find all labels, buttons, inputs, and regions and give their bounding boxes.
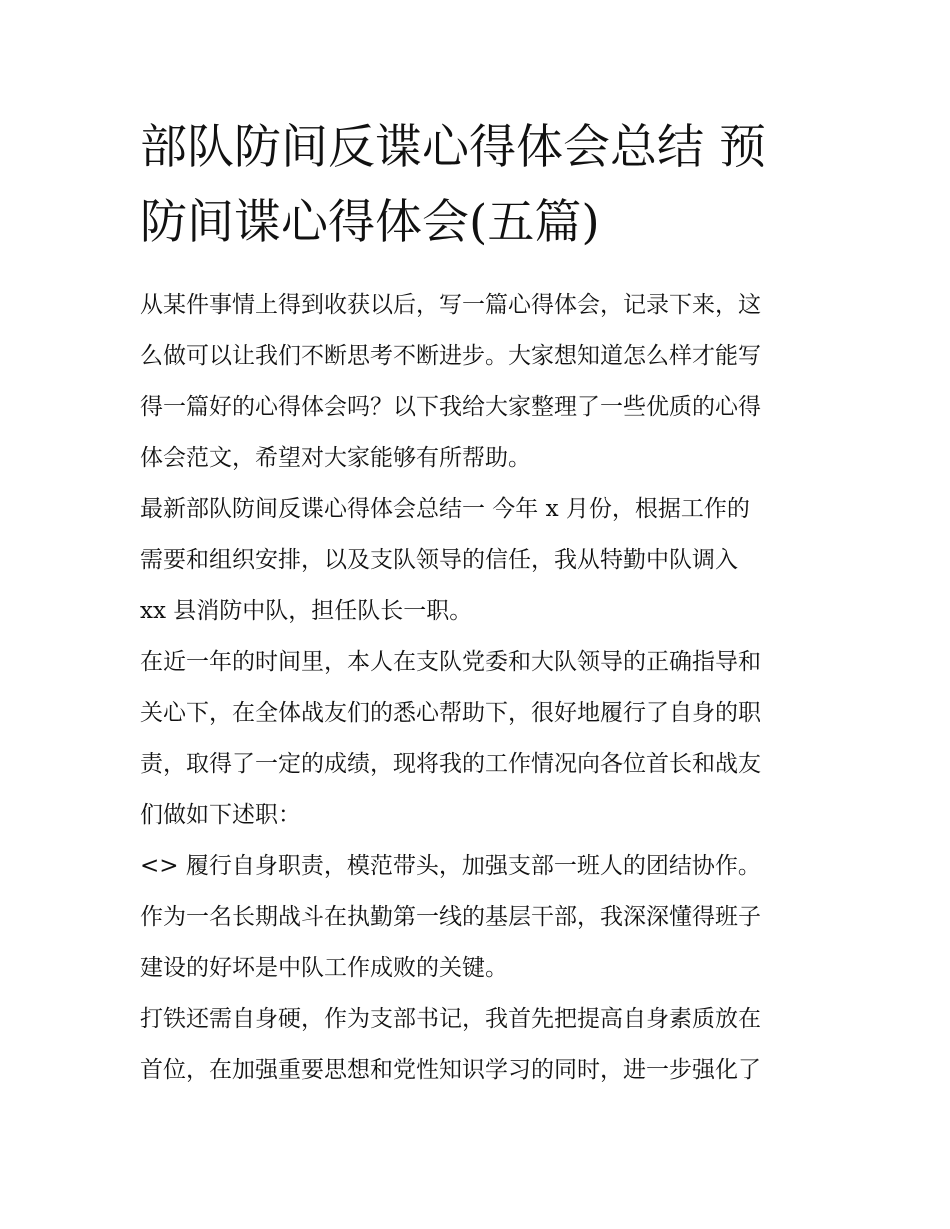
- body-line: 从某件事情上得到收获以后，写一篇心得体会，记录下来，这: [140, 292, 761, 318]
- body-line: 关心下，在全体战友们的悉心帮助下，很好地履行了自身的职: [140, 700, 761, 726]
- body-line: 得一篇好的心得体会吗？以下我给大家整理了一些优质的心得: [140, 394, 761, 420]
- body-line: 需要和组织安排，以及支队领导的信任，我从特勤中队调入: [140, 547, 738, 573]
- body-line: 作为一名长期战斗在执勤第一线的基层干部，我深深懂得班子: [140, 904, 761, 930]
- body-line: 在近一年的时间里，本人在支队党委和大队领导的正确指导和: [140, 649, 761, 675]
- body-line: 打铁还需自身硬，作为支部书记，我首先把提高自身素质放在: [140, 1006, 761, 1032]
- title-line-1: 部队防间反谍心得体会总结 预: [140, 120, 766, 175]
- body-line: 么做可以让我们不断思考不断进步。大家想知道怎么样才能写: [140, 343, 761, 369]
- body-line: 们做如下述职：: [140, 802, 301, 828]
- body-line: 责，取得了一定的成绩，现将我的工作情况向各位首长和战友: [140, 751, 761, 777]
- body-line: xx 县消防中队，担任队长一职。: [140, 598, 473, 624]
- body-line: 建设的好坏是中队工作成败的关键。: [140, 955, 508, 981]
- document-body: [140, 280, 830, 1096]
- body-line: <> 履行自身职责，模范带头，加强支部一班人的团结协作。: [140, 853, 761, 879]
- body-line: 最新部队防间反谍心得体会总结一 今年 x 月份，根据工作的: [140, 496, 750, 522]
- title-line-2: 防间谍心得体会(五篇): [140, 195, 600, 250]
- body-line: 首位，在加强重要思想和党性知识学习的同时，进一步强化了: [140, 1057, 761, 1083]
- body-line: 体会范文，希望对大家能够有所帮助。: [140, 445, 531, 471]
- document-title: [140, 110, 820, 260]
